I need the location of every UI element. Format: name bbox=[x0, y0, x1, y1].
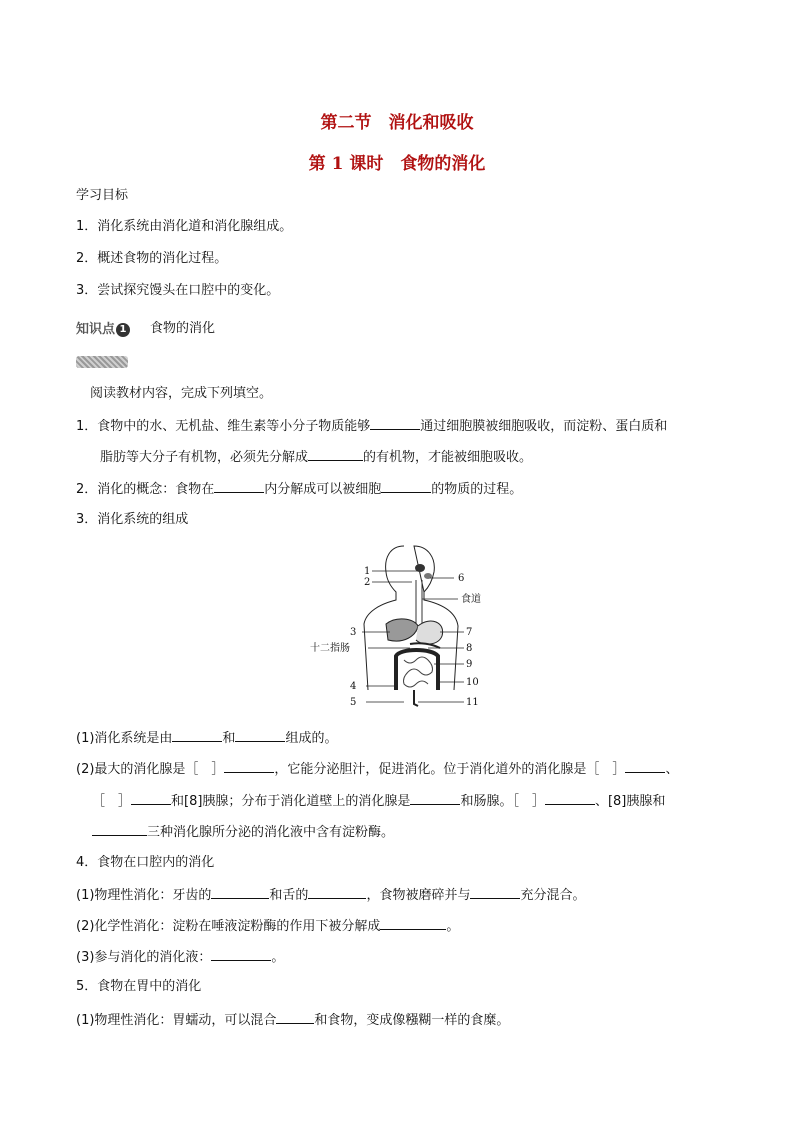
blank[interactable] bbox=[92, 823, 147, 836]
question-3-heading: 3．消化系统的组成 bbox=[76, 512, 189, 527]
knowledge-point-badge bbox=[76, 318, 130, 337]
text: ，食物被磨碎并与 bbox=[366, 888, 471, 903]
blank[interactable] bbox=[545, 792, 595, 805]
blank[interactable] bbox=[308, 448, 363, 461]
body-outline bbox=[364, 546, 458, 690]
blank[interactable] bbox=[308, 886, 366, 899]
label-esophagus: 食道 bbox=[461, 594, 481, 605]
question-1-line-2 bbox=[100, 448, 532, 466]
text: 和 bbox=[222, 731, 236, 746]
text: 和食物，变成像糨糊一样的食糜。 bbox=[314, 1013, 510, 1028]
question-4-3 bbox=[76, 948, 284, 966]
blank[interactable] bbox=[131, 792, 171, 805]
text: 和[8]胰腺；分布于消化道壁上的消化腺是 bbox=[171, 794, 411, 809]
label-9: 9 bbox=[466, 659, 473, 670]
blank[interactable] bbox=[172, 729, 222, 742]
blank[interactable] bbox=[211, 886, 269, 899]
stomach-shape bbox=[416, 621, 443, 644]
label-4: 4 bbox=[350, 681, 357, 692]
blank[interactable] bbox=[224, 760, 274, 773]
blank[interactable] bbox=[276, 1011, 314, 1024]
question-3-2-line-2 bbox=[92, 792, 665, 810]
label-8: 8 bbox=[466, 643, 473, 654]
text: 三种消化腺所分泌的消化液中含有淀粉酶。 bbox=[147, 825, 395, 840]
blank[interactable] bbox=[370, 417, 420, 430]
section-title: 第二节 消化和吸收 bbox=[320, 113, 474, 133]
text: (1)消化系统是由 bbox=[76, 731, 173, 746]
text: 。 bbox=[446, 919, 460, 934]
blank[interactable] bbox=[235, 729, 285, 742]
instructions: 阅读教材内容，完成下列填空。 bbox=[90, 386, 273, 401]
text: (1)物理性消化：胃蠕动，可以混合 bbox=[76, 1013, 277, 1028]
question-4-1 bbox=[76, 886, 585, 904]
question-2 bbox=[76, 480, 522, 498]
blank[interactable] bbox=[211, 948, 271, 961]
label-5: 5 bbox=[350, 697, 357, 708]
label-11: 11 bbox=[466, 697, 479, 708]
text: (2)化学性消化：淀粉在唾液淀粉酶的作用下被分解成 bbox=[76, 919, 381, 934]
text: 和舌的 bbox=[269, 888, 309, 903]
self-study-tag bbox=[76, 356, 128, 368]
text: ［ ］ bbox=[92, 794, 132, 809]
knowledge-point-title: 食物的消化 bbox=[150, 321, 216, 336]
question-3-2-line-1 bbox=[76, 760, 678, 778]
text: 、[8]胰腺和 bbox=[594, 794, 666, 809]
liver-shape bbox=[386, 619, 418, 641]
text: (2)最大的消化腺是［ ］ bbox=[76, 762, 225, 777]
text: 的有机物，才能被细胞吸收。 bbox=[363, 450, 533, 465]
text: 组成的。 bbox=[285, 731, 338, 746]
question-1-line-1 bbox=[76, 417, 667, 435]
label-7: 7 bbox=[466, 627, 473, 638]
text: 充分混合。 bbox=[520, 888, 586, 903]
blank[interactable] bbox=[410, 792, 460, 805]
text: 内分解成可以被细胞 bbox=[264, 482, 382, 497]
label-10: 10 bbox=[466, 677, 479, 688]
question-5-heading: 5．食物在胃中的消化 bbox=[76, 979, 202, 994]
text: 1．食物中的水、无机盐、维生素等小分子物质能够 bbox=[76, 419, 371, 434]
label-duodenum: 十二指肠 bbox=[310, 643, 350, 654]
knowledge-point-badge-text: 知识点 bbox=[76, 322, 116, 337]
small-intestine-shape bbox=[404, 657, 433, 687]
text: ，它能分泌胆汁，促进消化。位于消化道外的消化腺是［ ］ bbox=[274, 762, 626, 777]
blank[interactable] bbox=[380, 917, 446, 930]
digestive-system-diagram bbox=[300, 540, 500, 712]
question-3-2-line-3 bbox=[92, 823, 394, 841]
label-2: 2 bbox=[364, 577, 371, 588]
blank[interactable] bbox=[381, 480, 431, 493]
text: 2．消化的概念：食物在 bbox=[76, 482, 215, 497]
text: 和肠腺。［ ］ bbox=[460, 794, 545, 809]
label-3: 3 bbox=[350, 627, 357, 638]
label-6: 6 bbox=[458, 573, 465, 584]
blank[interactable] bbox=[214, 480, 264, 493]
text: 脂肪等大分子有机物，必须先分解成 bbox=[100, 450, 309, 465]
badge-number: 1 bbox=[116, 323, 130, 337]
text: (3)参与消化的消化液： bbox=[76, 950, 212, 965]
blank[interactable] bbox=[625, 760, 665, 773]
objective-item: 2．概述食物的消化过程。 bbox=[76, 251, 228, 266]
text: 的物质的过程。 bbox=[431, 482, 523, 497]
label-1: 1 bbox=[364, 566, 371, 577]
text: 通过细胞膜被细胞吸收，而淀粉、蛋白质和 bbox=[420, 419, 668, 434]
objectives-heading: 学习目标 bbox=[76, 188, 129, 203]
objective-item: 1．消化系统由消化道和消化腺组成。 bbox=[76, 219, 293, 234]
text: 。 bbox=[271, 950, 285, 965]
text: 、 bbox=[665, 762, 679, 777]
lesson-title: 第 1 课时 食物的消化 bbox=[308, 154, 486, 174]
question-3-1 bbox=[76, 729, 337, 747]
question-4-2 bbox=[76, 917, 459, 935]
question-4-heading: 4．食物在口腔内的消化 bbox=[76, 855, 215, 870]
text: (1)物理性消化：牙齿的 bbox=[76, 888, 212, 903]
objective-item: 3．尝试探究馒头在口腔中的变化。 bbox=[76, 283, 280, 298]
question-5-1 bbox=[76, 1011, 509, 1029]
blank[interactable] bbox=[470, 886, 520, 899]
